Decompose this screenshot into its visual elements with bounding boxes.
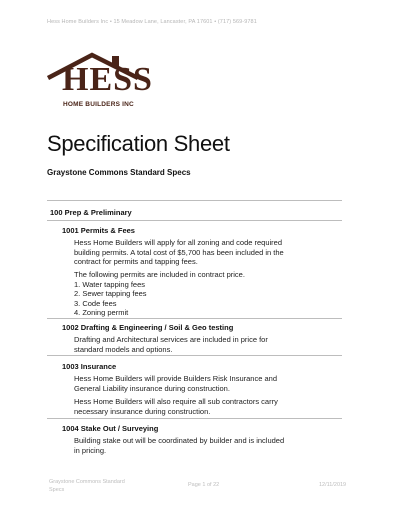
item-text-line: building permits. A total cost of $5,700 has been included in the (74, 247, 284, 257)
item-text-line: 3. Code fees (74, 298, 117, 308)
company-logo (46, 51, 153, 113)
footer-document-name-line: Graystone Commons Standard (49, 479, 125, 485)
item-text-line: necessary insurance during construction. (74, 406, 211, 416)
item-text-line: Hess Home Builders will apply for all zoning and code required (74, 238, 283, 247)
divider (47, 318, 342, 319)
item-text-line: Building stake out will be coordinated by builder and is included (74, 436, 285, 445)
item-text-line: 4. Zoning permit (74, 308, 129, 317)
item-text-line: 1. Water tapping fees (74, 279, 146, 289)
item-text-line: contract for permits and tapping fees. (74, 257, 198, 266)
footer-document-name-line: Specs (49, 486, 65, 493)
item-heading: 1003 Insurance (62, 362, 117, 371)
item-text-line: Hess Home Builders will provide Builders Risk Insurance and (74, 374, 278, 383)
footer-document-name (49, 479, 125, 494)
footer-page-number: Page 1 of 22 (188, 482, 220, 488)
page-title: Specification Sheet (47, 131, 230, 156)
item-heading: 1004 Stake Out / Surveying (62, 424, 159, 433)
item-text-line: Drafting and Architectural services are included in price for (74, 335, 268, 344)
header-contact-line: Hess Home Builders Inc • 15 Meadow Lane, Lancaster, PA 17601 • (717) 569-9781 (47, 19, 257, 25)
logo-subtitle: HOME BUILDERS INC (63, 101, 134, 108)
item-heading: 1002 Drafting & Engineering / Soil & Geo testing (62, 323, 234, 332)
logo-wordmark: HESS (62, 61, 153, 98)
item-text-line: General Liability insurance during construction. (74, 383, 230, 393)
item-text-line: in pricing. (74, 445, 107, 455)
item-heading: 1001 Permits & Fees (62, 226, 135, 235)
page-subtitle: Graystone Commons Standard Specs (47, 168, 191, 177)
divider (47, 220, 342, 221)
divider (47, 200, 342, 201)
item-text-line: 2. Sewer tapping fees (74, 289, 147, 298)
footer-date: 12/11/2019 (319, 482, 347, 488)
section-heading: 100 Prep & Preliminary (50, 208, 132, 217)
item-text-line: standard models and options. (74, 344, 173, 354)
item-text-line: The following permits are included in contract price. (74, 270, 245, 279)
divider (47, 355, 342, 356)
divider (47, 418, 342, 419)
item-text-line: Hess Home Builders will also require all sub contractors carry (74, 397, 278, 406)
